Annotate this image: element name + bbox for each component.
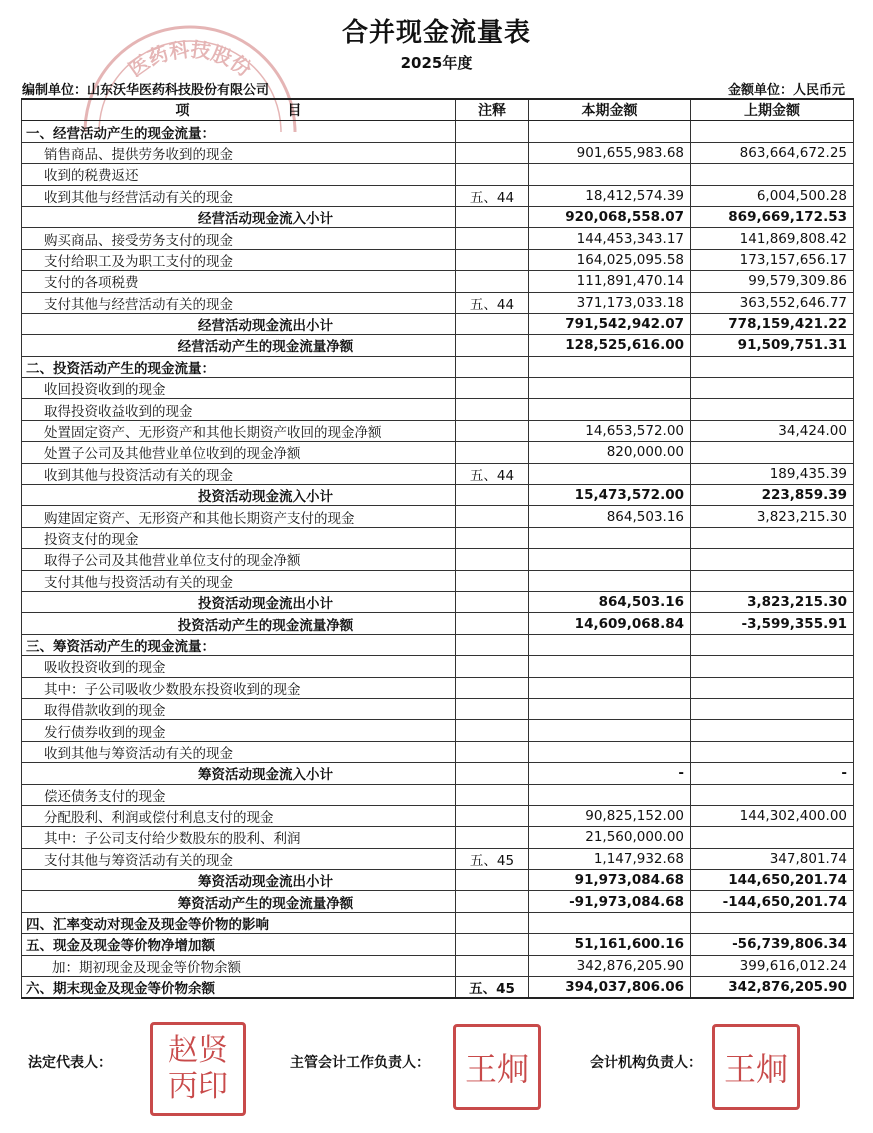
- row-note: [456, 356, 529, 377]
- row-prior-amount: 778,159,421.22: [691, 313, 854, 334]
- row-current-amount: 18,412,574.39: [529, 185, 691, 206]
- row-note: 五、45: [456, 977, 529, 999]
- table-row: [22, 463, 854, 484]
- row-current-amount: [529, 634, 691, 655]
- row-item-label: 四、汇率变动对现金及现金等价物的影响: [22, 912, 456, 933]
- row-note: [456, 570, 529, 591]
- row-current-amount: [529, 164, 691, 185]
- row-current-amount: [529, 741, 691, 762]
- row-current-amount: 144,453,343.17: [529, 228, 691, 249]
- row-current-amount: [529, 698, 691, 719]
- row-note: [456, 805, 529, 826]
- row-note: [456, 420, 529, 441]
- accounting-head-seal-text: 王炯: [464, 1050, 529, 1088]
- row-note: 五、44: [456, 463, 529, 484]
- table-row: [22, 805, 854, 826]
- accounting-dept-seal: [712, 1024, 800, 1110]
- table-row: [22, 677, 854, 698]
- row-note: [456, 378, 529, 399]
- row-prior-amount: 173,157,656.17: [691, 249, 854, 270]
- table-row: [22, 313, 854, 334]
- row-prior-amount: [691, 378, 854, 399]
- row-item-label: 投资支付的现金: [22, 527, 456, 548]
- row-note: [456, 955, 529, 976]
- row-prior-amount: 342,876,205.90: [691, 977, 854, 999]
- row-item-label: 二、投资活动产生的现金流量：: [22, 356, 456, 377]
- row-current-amount: 51,161,600.16: [529, 934, 691, 955]
- row-note: [456, 506, 529, 527]
- row-item-label: 五、现金及现金等价物净增加额: [22, 934, 456, 955]
- company-label: 编制单位：山东沃华医药科技股份有限公司: [22, 83, 270, 98]
- table-row: [22, 784, 854, 805]
- row-current-amount: [529, 784, 691, 805]
- row-note: [456, 164, 529, 185]
- row-item-label: 取得投资收益收到的现金: [22, 399, 456, 420]
- row-note: [456, 741, 529, 762]
- row-prior-amount: -144,650,201.74: [691, 891, 854, 912]
- table-row: [22, 741, 854, 762]
- row-item-label: 支付其他与经营活动有关的现金: [22, 292, 456, 313]
- row-prior-amount: 144,302,400.00: [691, 805, 854, 826]
- table-row: [22, 527, 854, 548]
- row-current-amount: 342,876,205.90: [529, 955, 691, 976]
- table-row: [22, 870, 854, 891]
- table-row: [22, 591, 854, 612]
- header-current: 本期金额: [529, 99, 691, 121]
- row-current-amount: -: [529, 763, 691, 784]
- table-row: [22, 848, 854, 869]
- table-row: [22, 356, 854, 377]
- row-current-amount: [529, 121, 691, 142]
- row-item-label: 支付的各项税费: [22, 271, 456, 292]
- row-prior-amount: -: [691, 763, 854, 784]
- row-current-amount: 920,068,558.07: [529, 206, 691, 227]
- row-current-amount: [529, 549, 691, 570]
- table-row: [22, 549, 854, 570]
- table-row: [22, 613, 854, 634]
- row-prior-amount: 863,664,672.25: [691, 142, 854, 163]
- row-item-label: 销售商品、提供劳务收到的现金: [22, 142, 456, 163]
- row-item-label: 支付其他与筹资活动有关的现金: [22, 848, 456, 869]
- row-current-amount: 820,000.00: [529, 442, 691, 463]
- row-prior-amount: [691, 698, 854, 719]
- table-row: [22, 891, 854, 912]
- table-row: [22, 570, 854, 591]
- table-row: [22, 698, 854, 719]
- table-row: [22, 121, 854, 142]
- row-prior-amount: 3,823,215.30: [691, 506, 854, 527]
- row-current-amount: 14,609,068.84: [529, 613, 691, 634]
- table-row: [22, 720, 854, 741]
- table-row: [22, 185, 854, 206]
- row-note: [456, 335, 529, 356]
- row-current-amount: 791,542,942.07: [529, 313, 691, 334]
- row-item-label: 筹资活动现金流入小计: [22, 763, 456, 784]
- table-header-row: [22, 99, 854, 121]
- row-current-amount: 111,891,470.14: [529, 271, 691, 292]
- row-note: [456, 827, 529, 848]
- row-item-label: 取得借款收到的现金: [22, 698, 456, 719]
- row-note: [456, 613, 529, 634]
- row-prior-amount: 99,579,309.86: [691, 271, 854, 292]
- row-note: [456, 784, 529, 805]
- legal-rep-label: 法定代表人：: [28, 1055, 112, 1071]
- row-item-label: 经营活动现金流入小计: [22, 206, 456, 227]
- row-item-label: 加：期初现金及现金等价物余额: [22, 955, 456, 976]
- row-current-amount: 1,147,932.68: [529, 848, 691, 869]
- row-prior-amount: [691, 677, 854, 698]
- row-note: [456, 485, 529, 506]
- row-item-label: 投资活动产生的现金流量净额: [22, 613, 456, 634]
- row-item-label: 偿还债务支付的现金: [22, 784, 456, 805]
- row-current-amount: [529, 720, 691, 741]
- row-item-label: 收到其他与经营活动有关的现金: [22, 185, 456, 206]
- row-note: [456, 698, 529, 719]
- accounting-dept-seal-text: 王炯: [723, 1050, 788, 1088]
- row-item-label: 支付其他与投资活动有关的现金: [22, 570, 456, 591]
- row-item-label: 收到其他与筹资活动有关的现金: [22, 741, 456, 762]
- row-prior-amount: [691, 164, 854, 185]
- table-row: [22, 763, 854, 784]
- row-current-amount: [529, 912, 691, 933]
- table-row: [22, 442, 854, 463]
- row-current-amount: 128,525,616.00: [529, 335, 691, 356]
- row-item-label: 经营活动现金流出小计: [22, 313, 456, 334]
- row-note: [456, 870, 529, 891]
- row-item-label: 六、期末现金及现金等价物余额: [22, 977, 456, 999]
- table-row: [22, 485, 854, 506]
- table-row: [22, 912, 854, 933]
- row-note: [456, 121, 529, 142]
- table-row: [22, 955, 854, 976]
- row-note: [456, 206, 529, 227]
- row-item-label: 其中：子公司支付给少数股东的股利、利润: [22, 827, 456, 848]
- row-current-amount: [529, 656, 691, 677]
- row-prior-amount: 223,859.39: [691, 485, 854, 506]
- row-prior-amount: [691, 121, 854, 142]
- row-current-amount: [529, 570, 691, 591]
- row-item-label: 购建固定资产、无形资产和其他长期资产支付的现金: [22, 506, 456, 527]
- table-row: [22, 420, 854, 441]
- table-row: [22, 977, 854, 999]
- row-note: [456, 634, 529, 655]
- row-note: 五、44: [456, 292, 529, 313]
- row-note: [456, 656, 529, 677]
- row-prior-amount: [691, 570, 854, 591]
- row-item-label: 投资活动现金流出小计: [22, 591, 456, 612]
- row-note: [456, 891, 529, 912]
- legal-rep-seal-text: 赵贤丙印: [168, 1033, 228, 1104]
- row-prior-amount: [691, 399, 854, 420]
- row-note: [456, 399, 529, 420]
- cash-flow-table: [21, 98, 854, 999]
- row-item-label: 筹资活动产生的现金流量净额: [22, 891, 456, 912]
- row-item-label: 经营活动产生的现金流量净额: [22, 335, 456, 356]
- row-current-amount: 371,173,033.18: [529, 292, 691, 313]
- row-prior-amount: -3,599,355.91: [691, 613, 854, 634]
- row-note: [456, 677, 529, 698]
- row-prior-amount: [691, 656, 854, 677]
- row-note: [456, 720, 529, 741]
- row-note: [456, 249, 529, 270]
- row-note: [456, 763, 529, 784]
- row-prior-amount: [691, 356, 854, 377]
- row-item-label: 处置子公司及其他营业单位收到的现金净额: [22, 442, 456, 463]
- table-row: [22, 142, 854, 163]
- row-prior-amount: [691, 527, 854, 548]
- row-item-label: 收到的税费返还: [22, 164, 456, 185]
- row-current-amount: 14,653,572.00: [529, 420, 691, 441]
- row-current-amount: [529, 527, 691, 548]
- table-row: [22, 399, 854, 420]
- table-row: [22, 634, 854, 655]
- row-current-amount: 864,503.16: [529, 506, 691, 527]
- row-prior-amount: [691, 720, 854, 741]
- row-prior-amount: 363,552,646.77: [691, 292, 854, 313]
- row-note: 五、44: [456, 185, 529, 206]
- row-prior-amount: 3,823,215.30: [691, 591, 854, 612]
- row-item-label: 三、筹资活动产生的现金流量：: [22, 634, 456, 655]
- row-current-amount: -91,973,084.68: [529, 891, 691, 912]
- row-prior-amount: 144,650,201.74: [691, 870, 854, 891]
- table-row: [22, 228, 854, 249]
- table-row: [22, 656, 854, 677]
- row-prior-amount: [691, 741, 854, 762]
- row-current-amount: 394,037,806.06: [529, 977, 691, 999]
- table-row: [22, 378, 854, 399]
- row-prior-amount: [691, 442, 854, 463]
- row-note: [456, 527, 529, 548]
- row-prior-amount: 347,801.74: [691, 848, 854, 869]
- row-current-amount: 164,025,095.58: [529, 249, 691, 270]
- header-item: 项 目: [22, 99, 456, 121]
- page-title: 合并现金流量表: [341, 18, 531, 48]
- row-prior-amount: 141,869,808.42: [691, 228, 854, 249]
- row-item-label: 投资活动现金流入小计: [22, 485, 456, 506]
- row-current-amount: 90,825,152.00: [529, 805, 691, 826]
- row-note: [456, 228, 529, 249]
- table-row: [22, 506, 854, 527]
- row-note: [456, 313, 529, 334]
- row-prior-amount: [691, 827, 854, 848]
- row-prior-amount: 399,616,012.24: [691, 955, 854, 976]
- row-note: [456, 591, 529, 612]
- row-current-amount: [529, 378, 691, 399]
- row-current-amount: 91,973,084.68: [529, 870, 691, 891]
- row-prior-amount: 34,424.00: [691, 420, 854, 441]
- table-row: [22, 271, 854, 292]
- row-item-label: 收回投资收到的现金: [22, 378, 456, 399]
- report-year: 2025年度: [400, 54, 473, 72]
- row-item-label: 收到其他与投资活动有关的现金: [22, 463, 456, 484]
- header-note: 注释: [456, 99, 529, 121]
- row-item-label: 吸收投资收到的现金: [22, 656, 456, 677]
- row-prior-amount: [691, 912, 854, 933]
- row-current-amount: [529, 463, 691, 484]
- row-item-label: 处置固定资产、无形资产和其他长期资产收回的现金净额: [22, 420, 456, 441]
- accounting-head-label: 主管会计工作负责人：: [290, 1055, 430, 1071]
- row-item-label: 支付给职工及为职工支付的现金: [22, 249, 456, 270]
- header-prior: 上期金额: [691, 99, 854, 121]
- row-item-label: 购买商品、接受劳务支付的现金: [22, 228, 456, 249]
- row-prior-amount: 189,435.39: [691, 463, 854, 484]
- row-item-label: 分配股利、利润或偿付利息支付的现金: [22, 805, 456, 826]
- row-item-label: 取得子公司及其他营业单位支付的现金净额: [22, 549, 456, 570]
- table-row: [22, 164, 854, 185]
- legal-rep-seal: [150, 1022, 246, 1116]
- row-note: [456, 142, 529, 163]
- table-row: [22, 292, 854, 313]
- row-prior-amount: [691, 784, 854, 805]
- accounting-dept-label: 会计机构负责人：: [590, 1055, 702, 1071]
- row-current-amount: [529, 356, 691, 377]
- row-current-amount: [529, 677, 691, 698]
- table-row: [22, 335, 854, 356]
- row-current-amount: 21,560,000.00: [529, 827, 691, 848]
- table-row: [22, 206, 854, 227]
- row-item-label: 一、经营活动产生的现金流量：: [22, 121, 456, 142]
- row-prior-amount: 91,509,751.31: [691, 335, 854, 356]
- row-current-amount: 15,473,572.00: [529, 485, 691, 506]
- row-prior-amount: [691, 549, 854, 570]
- row-note: 五、45: [456, 848, 529, 869]
- row-current-amount: 864,503.16: [529, 591, 691, 612]
- row-prior-amount: 6,004,500.28: [691, 185, 854, 206]
- table-row: [22, 827, 854, 848]
- row-note: [456, 549, 529, 570]
- row-current-amount: [529, 399, 691, 420]
- row-note: [456, 934, 529, 955]
- row-item-label: 筹资活动现金流出小计: [22, 870, 456, 891]
- row-note: [456, 271, 529, 292]
- table-row: [22, 934, 854, 955]
- row-current-amount: 901,655,983.68: [529, 142, 691, 163]
- table-row: [22, 249, 854, 270]
- row-prior-amount: [691, 634, 854, 655]
- row-prior-amount: 869,669,172.53: [691, 206, 854, 227]
- row-item-label: 发行债券收到的现金: [22, 720, 456, 741]
- accounting-head-seal: [453, 1024, 541, 1110]
- row-prior-amount: -56,739,806.34: [691, 934, 854, 955]
- currency-unit-label: 金额单位：人民币元: [727, 83, 845, 98]
- row-note: [456, 912, 529, 933]
- watermark-text: 医药科技股份: [123, 37, 257, 82]
- row-item-label: 其中：子公司吸收少数股东投资收到的现金: [22, 677, 456, 698]
- row-note: [456, 442, 529, 463]
